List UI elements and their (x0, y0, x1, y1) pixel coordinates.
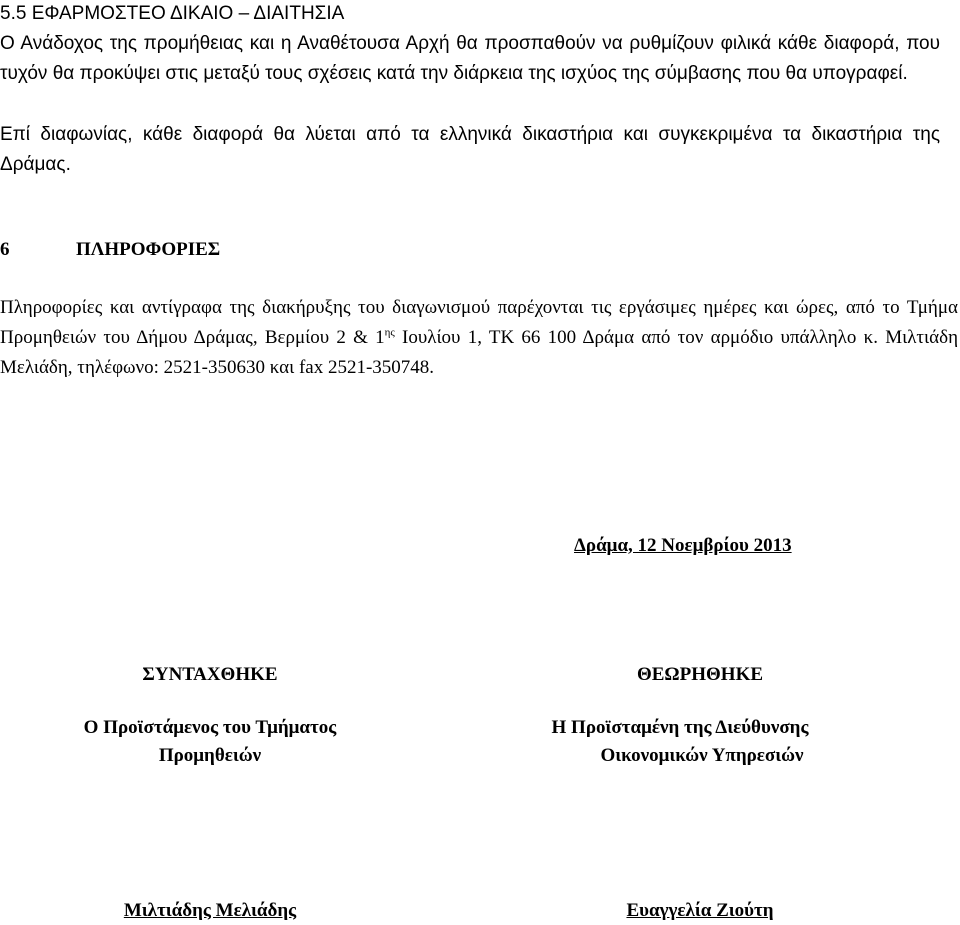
section-6-paragraph (0, 293, 958, 383)
right-signature-title (495, 714, 865, 770)
section-6-heading (0, 238, 220, 262)
right-signatory-name: Ευαγγελία Ζιούτη (626, 900, 774, 921)
date-line: Δράμα, 12 Νοεμβρίου 2013 (574, 535, 792, 556)
left-signature-title-line-2: Προμηθειών (158, 745, 262, 766)
section-5-5-paragraph-1: Ο Ανάδοχος της προμήθειας και η Αναθέτουσα Αρχή θα προσπαθούν να ρυθμίζουν φιλικά κάθε διαφορά, που τυχόν θα προκύψει στις μεταξύ τους σχέσεις κατά την διάρκεια της ισχύος της σύμβασης που θα υπογραφεί. (0, 33, 940, 84)
section-6-paragraph-part-1: Πληροφορίες και αντίγραφα της διακήρυξης του διαγωνισμού παρέχονται τις εργάσιμες ημέρες και ώρες, από το Τμήμα Προμηθειών του Δήμου Δράμας, Βερμίου 2 & 1 (0, 297, 958, 348)
right-signature-title-line-2: Οικονομικών Υπηρεσιών (600, 745, 804, 766)
ordinal-superscript: ης (384, 326, 395, 339)
section-5-5-heading: 5.5 ΕΦΑΡΜΟΣΤΕΟ ΔΙΚΑΙΟ – ΔΙΑΙΤΗΣΙΑ (0, 3, 345, 24)
section-6-paragraph-part-2: Ιουλίου 1, ΤΚ 66 100 Δράμα από τον αρμόδιο υπάλληλο κ. Μιλτιάδη Μελιάδη, τηλέφωνο: 2521-350630 και fax 2521-350748. (0, 327, 958, 378)
section-6-number: 6 (0, 239, 10, 260)
left-signatory-name: Μιλτιάδης Μελιάδης (123, 900, 297, 921)
left-signature-heading: ΣΥΝΤΑΧΘΗΚΕ (142, 664, 278, 685)
section-6-title: ΠΛΗΡΟΦΟΡΙΕΣ (76, 239, 221, 260)
left-signature-title (0, 714, 420, 770)
section-5-5-paragraph-2: Επί διαφωνίας, κάθε διαφορά θα λύεται από τα ελληνικά δικαστήρια και συγκεκριμένα τα δικαστήρια της Δράμας. (0, 124, 940, 175)
right-signature-title-line-1: Η Προϊσταμένη της Διεύθυνσης (551, 717, 809, 738)
right-signature-heading: ΘΕΩΡΗΘΗΚΕ (636, 664, 764, 685)
left-signature-title-line-1: Ο Προϊστάμενος του Τμήματος (83, 717, 337, 738)
